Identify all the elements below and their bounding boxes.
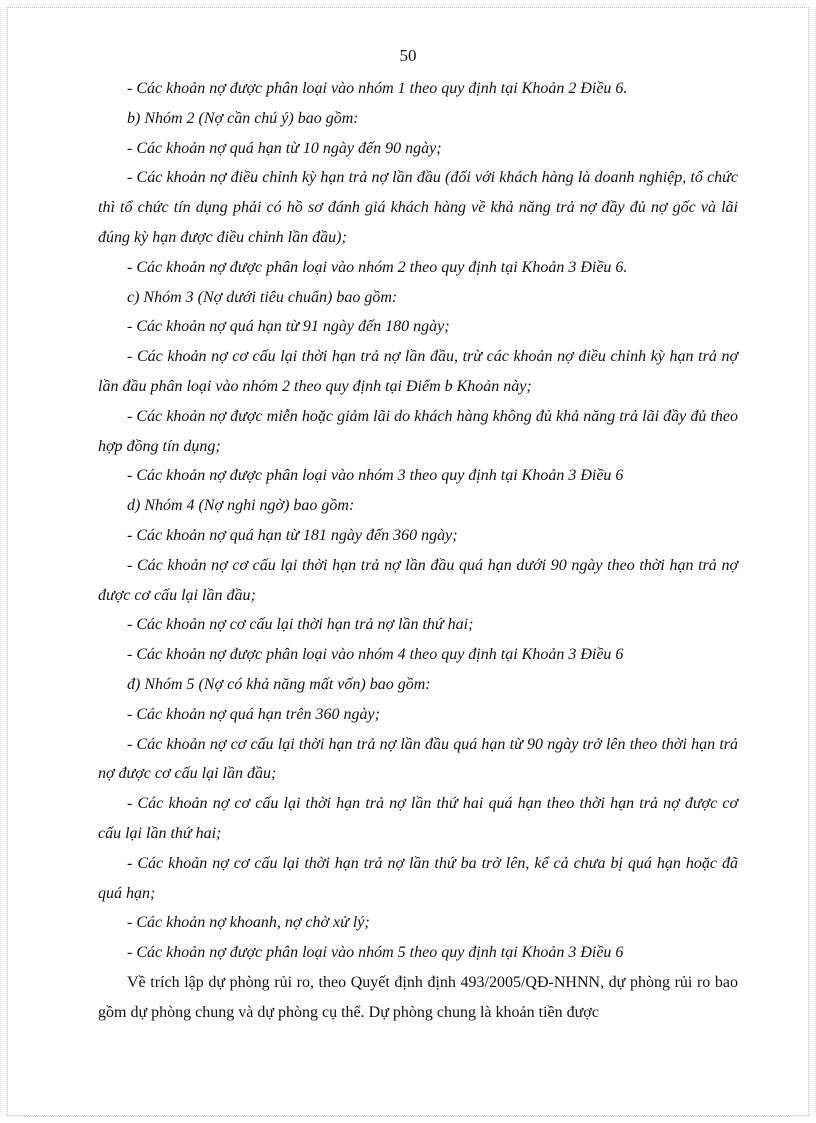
paragraph: - Các khoản nợ được phân loại vào nhóm 4 theo quy định tại Khoản 3 Điều 6 xyxy=(127,646,624,664)
paragraph: - Các khoản nợ cơ cấu lại thời hạn trả nợ lần đầu, trừ các khoản nợ điều chỉnh kỳ hạn trả nợ lần đầu phân loại vào nhóm 2 theo quy định tại Điểm b Khoản này; xyxy=(98,348,738,395)
paragraph: - Các khoản nợ được phân loại vào nhóm 2 theo quy định tại Khoản 3 Điều 6. xyxy=(127,258,628,276)
paragraph: - Các khoản nợ điều chỉnh kỳ hạn trả nợ lần đầu (đối với khách hàng là doanh nghiệp, tổ chức thì tổ chức tín dụng phải có hồ sơ đánh giá khách hàng về khả năng trả nợ đầy đủ nợ gốc và lãi đúng kỳ hạn được điều chỉnh lần đầu); xyxy=(98,169,738,246)
paragraph: - Các khoản nợ quá hạn từ 91 ngày đến 180 ngày; xyxy=(127,318,450,336)
body-paragraph: Về trích lập dự phòng rủi ro, theo Quyết định định 493/2005/QĐ-NHNN, dự phòng rủi ro bao gồm dự phòng chung và dự phòng cụ thể. Dự phòng chung là khoản tiền được xyxy=(98,973,738,1021)
paragraph: - Các khoản nợ được phân loại vào nhóm 1 theo quy định tại Khoản 2 Điều 6. xyxy=(127,80,628,97)
paragraph: - Các khoản nợ được phân loại vào nhóm 5 theo quy định tại Khoản 3 Điều 6 xyxy=(127,944,624,962)
paragraph: - Các khoản nợ cơ cấu lại thời hạn trả nợ lần đầu quá hạn từ 90 ngày trở lên theo thời hạn trả nợ được cơ cấu lại lần đầu; xyxy=(98,735,738,783)
paragraph: - Các khoản nợ quá hạn từ 181 ngày đến 360 ngày; xyxy=(127,526,458,544)
document-body xyxy=(98,74,738,1028)
paragraph: - Các khoản nợ quá hạn trên 360 ngày; xyxy=(127,705,380,723)
paragraph: - Các khoản nợ cơ cấu lại thời hạn trả nợ lần thứ hai quá hạn theo thời hạn trả nợ được cơ cấu lại lần thứ hai; xyxy=(98,795,738,842)
page-bottom-border xyxy=(24,1116,792,1117)
section-heading: b) Nhóm 2 (Nợ cần chú ý) bao gồm: xyxy=(127,109,359,127)
paragraph: - Các khoản nợ cơ cấu lại thời hạn trả nợ lần thứ hai; xyxy=(127,616,474,634)
paragraph: - Các khoản nợ quá hạn từ 10 ngày đến 90 ngày; xyxy=(127,139,442,157)
page-number: 50 xyxy=(399,46,417,65)
section-heading: d) Nhóm 4 (Nợ nghi ngờ) bao gồm: xyxy=(127,497,355,515)
section-heading: đ) Nhóm 5 (Nợ có khả năng mất vốn) bao gồm: xyxy=(127,675,431,693)
section-heading: c) Nhóm 3 (Nợ dưới tiêu chuẩn) bao gồm: xyxy=(127,288,398,306)
paragraph: - Các khoản nợ cơ cấu lại thời hạn trả nợ lần thứ ba trở lên, kể cả chưa bị quá hạn hoặc đã quá hạn; xyxy=(98,854,738,902)
paragraph: - Các khoản nợ được miễn hoặc giảm lãi do khách hàng không đủ khả năng trả lãi đầy đủ theo hợp đồng tín dụng; xyxy=(98,407,738,455)
paragraph: - Các khoản nợ khoanh, nợ chờ xử lý; xyxy=(127,914,370,932)
paragraph: - Các khoản nợ được phân loại vào nhóm 3 theo quy định tại Khoản 3 Điều 6 xyxy=(127,467,624,485)
paragraph: - Các khoản nợ cơ cấu lại thời hạn trả nợ lần đầu quá hạn dưới 90 ngày theo thời hạn trả nợ được cơ cấu lại lần đầu; xyxy=(98,556,738,604)
